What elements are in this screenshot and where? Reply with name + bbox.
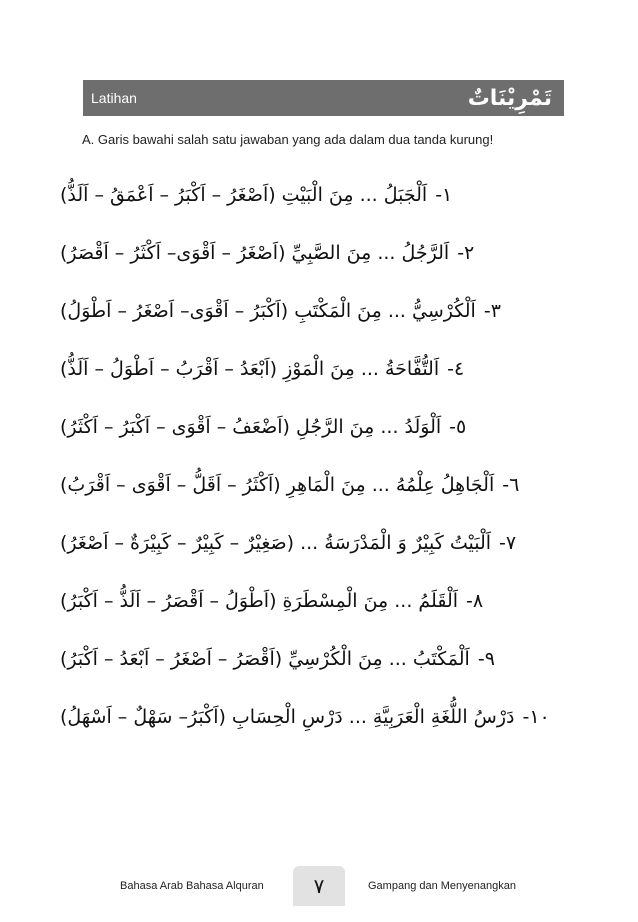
exercise-question: اَلْمَكْتَبُ ... مِنَ الْكُرْسِيِّ [288, 648, 470, 670]
exercise-number: ٤- [447, 358, 465, 380]
exercise-item [60, 572, 560, 630]
exercise-options: (اَبْعَدُ – اَقْرَبُ – اَطْوَلُ – اَلَذُّ) [60, 358, 278, 380]
exercise-options: (اَقْصَرُ – اَصْغَرُ – اَبْعَدُ – اَكْبَرُ) [60, 648, 283, 670]
exercise-options: (اَكْبَرُ– سَهْلٌ – اَسْهَلُ) [60, 706, 226, 728]
exercise-options: (اَكْثَرُ – اَقَلُّ – اَقْوَى – اَقْرَبُ) [60, 474, 281, 496]
exercise-item [60, 224, 560, 282]
exercise-options: (اَطْوَلُ – اَقْصَرُ – اَلَذُّ – اَكْبَرُ) [60, 590, 277, 612]
exercise-options: (اَصْغَرُ – اَكْبَرُ – اَعْمَقُ – اَلَذُّ) [60, 184, 276, 206]
exercise-item [60, 398, 560, 456]
exercise-list [60, 166, 560, 746]
exercise-question: اَلْجَبَلُ ... مِنَ الْبَيْتِ [281, 184, 428, 206]
exercise-options: (اَكْبَرُ – اَقْوَى– اَصْغَرُ – اَطْوَلُ) [60, 300, 289, 322]
section-title-latin: Latihan [91, 90, 137, 106]
exercise-item [60, 282, 560, 340]
exercise-item [60, 340, 560, 398]
exercise-question: دَرْسُ اللُّغَةِ الْعَرَبِيَّةِ ... دَرْسِ الْحِسَابِ [231, 706, 515, 728]
page-number: ٧ [313, 874, 325, 898]
exercise-options: (اَضْعَفُ – اَقْوَى – اَكْبَرُ – اَكْثَرُ) [60, 416, 290, 438]
exercise-question: اَلْقَلَمُ ... مِنَ الْمِسْطَرَةِ [282, 590, 459, 612]
exercise-number: ٨- [466, 590, 484, 612]
exercise-item [60, 688, 560, 746]
exercise-options: (صَغِيْرٌ – كَبِيْرٌ – كَبِيْرَةٌ – اَصْغَرُ) [60, 532, 295, 554]
section-header-bar [83, 80, 564, 116]
exercise-options: (اَصْغَرُ – اَقْوَى– اَكْثَرُ – اَقْصَرُ) [60, 242, 286, 264]
section-title-arabic: تَمْرِيْنَاتٌ [467, 85, 552, 111]
exercise-item [60, 630, 560, 688]
exercise-question: اَلرَّجُلُ ... مِنَ الصَّبِيِّ [291, 242, 450, 264]
exercise-question: اَلْوَلَدُ ... مِنَ الرَّجُلِ [295, 416, 442, 438]
exercise-number: ٢- [457, 242, 475, 264]
exercise-number: ١- [435, 184, 453, 206]
exercise-item [60, 166, 560, 224]
exercise-item [60, 456, 560, 514]
page-footer [0, 866, 638, 906]
exercise-question: اَلْكُرْسِيُّ ... مِنَ الْمَكْتَبِ [294, 300, 476, 322]
exercise-question: اَلْجَاهِلُ عِلْمُهُ ... مِنَ الْمَاهِرِ [286, 474, 495, 496]
exercise-item [60, 514, 560, 572]
instruction-text: A. Garis bawahi salah satu jawaban yang ada dalam dua tanda kurung! [82, 132, 494, 147]
footer-book-title: Bahasa Arab Bahasa Alquran [120, 880, 264, 892]
exercise-number: ٦- [502, 474, 520, 496]
exercise-number: ٩- [477, 648, 495, 670]
exercise-question: اَلْبَيْتُ كَبِيْرٌ وَ الْمَدْرَسَةُ ... [300, 532, 492, 554]
exercise-number: ٧- [499, 532, 517, 554]
exercise-number: ٣- [483, 300, 501, 322]
exercise-number: ٥- [449, 416, 467, 438]
exercise-number: ١٠- [522, 706, 550, 728]
footer-tagline: Gampang dan Menyenangkan [368, 880, 516, 892]
exercise-question: اَلتُّفَّاحَةُ ... مِنَ الْمَوْزِ [283, 358, 440, 380]
page-number-badge [293, 866, 345, 906]
